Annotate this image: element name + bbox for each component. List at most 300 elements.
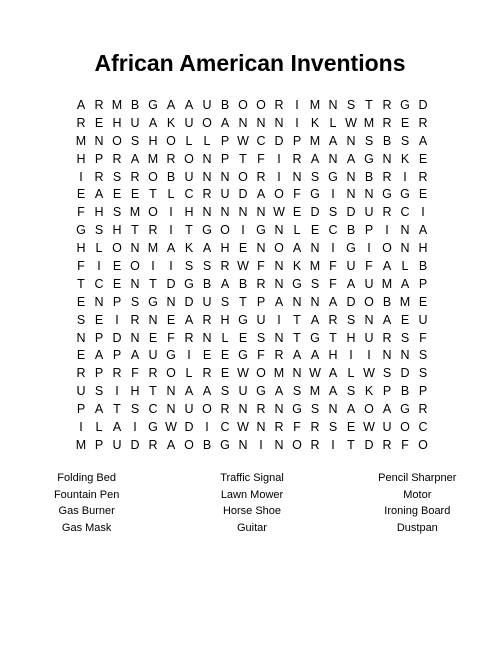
grid-letter: L	[347, 366, 355, 381]
grid-letter: O	[364, 402, 374, 417]
grid-letter: N	[238, 205, 248, 220]
grid-letter: G	[76, 223, 86, 238]
grid-letter: R	[418, 402, 428, 417]
grid-letter: O	[184, 151, 194, 166]
grid-letter: N	[130, 241, 140, 256]
grid-letter: E	[310, 223, 320, 238]
grid-letter: O	[202, 115, 212, 130]
grid-letter: R	[418, 115, 428, 130]
grid-letter: G	[202, 223, 212, 238]
grid-letter: O	[220, 223, 230, 238]
grid-letter: O	[382, 241, 392, 256]
grid-letter: U	[364, 205, 374, 220]
grid-row	[72, 97, 432, 115]
grid-letter: N	[76, 330, 86, 345]
grid-letter: U	[184, 169, 194, 184]
word-item: Motor	[403, 488, 432, 501]
grid-letter: L	[401, 259, 409, 274]
grid-letter: N	[166, 402, 176, 417]
grid-letter: N	[400, 223, 410, 238]
grid-letter: W	[363, 366, 375, 381]
grid-letter: N	[274, 223, 284, 238]
grid-letter: F	[77, 205, 85, 220]
grid-row	[72, 240, 432, 258]
grid-letter: C	[256, 133, 266, 148]
grid-row	[72, 186, 432, 204]
grid-letter: E	[238, 330, 248, 345]
grid-letter: P	[94, 151, 104, 166]
word-item: Folding Bed	[57, 472, 117, 484]
grid-letter: A	[184, 98, 194, 112]
grid-row	[72, 258, 432, 276]
grid-letter: R	[382, 98, 392, 112]
grid-letter: P	[112, 294, 122, 309]
grid-letter: P	[418, 384, 428, 399]
grid-row	[72, 437, 432, 455]
grid-letter: H	[346, 330, 356, 345]
grid-letter: P	[94, 330, 104, 345]
grid-letter: A	[328, 294, 338, 309]
grid-letter: A	[310, 348, 320, 363]
grid-letter: S	[94, 223, 104, 238]
grid-letter: M	[129, 205, 141, 220]
grid-letter: I	[79, 169, 83, 184]
grid-letter: A	[328, 133, 338, 148]
grid-letter: L	[95, 241, 103, 256]
grid-letter: N	[130, 276, 140, 291]
grid-letter: N	[310, 241, 320, 256]
grid-letter: N	[220, 169, 230, 184]
grid-letter: F	[167, 330, 175, 345]
grid-letter: E	[76, 187, 86, 202]
grid-letter: M	[381, 276, 393, 291]
grid-letter: M	[309, 98, 321, 112]
grid-letter: S	[364, 133, 374, 148]
grid-letter: A	[184, 312, 194, 327]
grid-letter: N	[256, 420, 266, 435]
grid-letter: O	[148, 205, 158, 220]
grid-letter: S	[382, 366, 392, 381]
grid-letter: I	[241, 223, 245, 238]
grid-letter: N	[364, 312, 374, 327]
grid-letter: R	[202, 312, 212, 327]
word-column	[169, 470, 334, 537]
grid-letter: M	[399, 294, 411, 309]
grid-letter: L	[167, 187, 175, 202]
grid-letter: U	[148, 348, 158, 363]
grid-letter: G	[148, 294, 158, 309]
grid-letter: G	[292, 402, 302, 417]
grid-letter: R	[130, 312, 140, 327]
grid-letter: S	[328, 205, 338, 220]
grid-letter: I	[331, 437, 335, 452]
grid-letter: R	[292, 151, 302, 166]
grid-letter: O	[400, 420, 410, 435]
grid-letter: U	[112, 437, 122, 452]
grid-letter: G	[328, 169, 338, 184]
grid-letter: A	[418, 223, 428, 238]
grid-letter: N	[94, 133, 104, 148]
grid-letter: A	[148, 115, 158, 130]
grid-letter: S	[130, 402, 140, 417]
grid-letter: I	[259, 437, 263, 452]
grid-letter: F	[293, 420, 301, 435]
grid-letter: U	[184, 402, 194, 417]
grid-letter: L	[95, 420, 103, 435]
grid-letter: I	[169, 259, 173, 274]
grid-letter: D	[400, 366, 410, 381]
grid-letter: R	[310, 420, 320, 435]
grid-letter: U	[184, 115, 194, 130]
grid-letter: H	[112, 115, 122, 130]
grid-letter: G	[238, 312, 248, 327]
grid-letter: U	[364, 330, 374, 345]
grid-letter: R	[274, 98, 284, 112]
grid-letter: I	[169, 223, 173, 238]
grid-letter: D	[364, 437, 374, 452]
grid-letter: E	[238, 241, 248, 256]
grid-letter: O	[274, 187, 284, 202]
grid-letter: A	[310, 151, 320, 166]
grid-letter: P	[94, 437, 104, 452]
grid-letter: S	[94, 384, 104, 399]
grid-letter: R	[184, 330, 194, 345]
grid-letter: G	[256, 384, 266, 399]
grid-letter: A	[382, 259, 392, 274]
grid-letter: N	[274, 330, 284, 345]
grid-letter: A	[94, 348, 104, 363]
grid-letter: M	[147, 151, 159, 166]
grid-letter: E	[76, 348, 86, 363]
grid-letter: E	[148, 330, 158, 345]
grid-letter: I	[295, 98, 299, 112]
grid-letter: F	[257, 348, 265, 363]
grid-letter: T	[239, 151, 247, 166]
grid-letter: C	[220, 420, 230, 435]
grid-letter: A	[166, 437, 176, 452]
grid-letter: D	[184, 420, 194, 435]
grid-letter: W	[237, 366, 249, 381]
grid-letter: C	[418, 420, 428, 435]
grid-letter: I	[349, 348, 353, 363]
grid-letter: R	[112, 366, 122, 381]
grid-letter: I	[385, 223, 389, 238]
grid-letter: U	[76, 384, 86, 399]
grid-letter: I	[403, 169, 407, 184]
grid-letter: R	[382, 115, 392, 130]
grid-letter: F	[257, 259, 265, 274]
word-item: Fountain Pen	[53, 488, 120, 501]
grid-letter: E	[220, 348, 230, 363]
grid-letter: A	[292, 348, 302, 363]
grid-letter: P	[364, 223, 374, 238]
grid-letter: B	[418, 259, 428, 274]
grid-letter: I	[133, 420, 137, 435]
grid-letter: K	[292, 259, 302, 274]
grid-letter: D	[184, 294, 194, 309]
grid-letter: A	[274, 294, 284, 309]
grid-letter: I	[331, 241, 335, 256]
grid-letter: D	[274, 133, 284, 148]
word-list	[0, 470, 500, 537]
grid-letter: C	[328, 223, 338, 238]
grid-letter: U	[130, 115, 140, 130]
grid-letter: S	[256, 330, 266, 345]
grid-letter: N	[346, 187, 356, 202]
grid-letter: T	[239, 294, 247, 309]
grid-letter: A	[130, 151, 140, 166]
grid-letter: O	[292, 437, 302, 452]
grid-letter: R	[418, 169, 428, 184]
grid-letter: N	[400, 348, 410, 363]
grid-letter: U	[418, 312, 428, 327]
grid-letter: O	[256, 98, 266, 112]
grid-letter: T	[113, 402, 121, 417]
grid-letter: W	[345, 115, 357, 130]
grid-letter: G	[400, 402, 410, 417]
grid-letter: A	[328, 384, 338, 399]
grid-letter: H	[94, 205, 104, 220]
grid-letter: P	[112, 348, 122, 363]
grid-letter: R	[112, 151, 122, 166]
grid-letter: D	[418, 98, 428, 112]
grid-letter: B	[130, 98, 140, 112]
grid-letter: N	[202, 330, 212, 345]
grid-letter: G	[148, 98, 158, 112]
grid-letter: G	[346, 241, 356, 256]
grid-letter: T	[365, 98, 373, 112]
grid-letter: S	[400, 133, 410, 148]
grid-letter: P	[256, 294, 266, 309]
grid-letter: S	[346, 312, 356, 327]
grid-letter: M	[75, 133, 87, 148]
grid-letter: A	[130, 348, 140, 363]
grid-letter: S	[112, 169, 122, 184]
grid-letter: N	[310, 294, 320, 309]
grid-letter: E	[94, 115, 104, 130]
grid-letter: T	[185, 223, 193, 238]
grid-letter: G	[382, 187, 392, 202]
grid-letter: R	[130, 169, 140, 184]
grid-letter: S	[184, 259, 194, 274]
grid-letter: N	[256, 115, 266, 130]
grid-letter: H	[418, 241, 428, 256]
grid-letter: D	[166, 276, 176, 291]
grid-letter: R	[148, 437, 158, 452]
grid-letter: R	[328, 312, 338, 327]
grid-letter: T	[131, 223, 139, 238]
grid-letter: R	[256, 402, 266, 417]
grid-letter: S	[292, 384, 302, 399]
grid-letter: C	[94, 276, 104, 291]
grid-letter: R	[76, 366, 86, 381]
grid-letter: S	[310, 169, 320, 184]
grid-letter: N	[238, 437, 248, 452]
grid-letter: E	[166, 312, 176, 327]
grid-letter: G	[292, 276, 302, 291]
grid-letter: A	[292, 241, 302, 256]
grid-row	[72, 204, 432, 222]
grid-letter: K	[364, 384, 374, 399]
grid-letter: S	[220, 384, 230, 399]
word-item: Lawn Mower	[220, 488, 284, 501]
grid-letter: A	[166, 98, 176, 112]
grid-letter: N	[166, 294, 176, 309]
grid-letter: P	[418, 276, 428, 291]
grid-letter: G	[166, 348, 176, 363]
grid-letter: O	[112, 133, 122, 148]
grid-letter: S	[328, 420, 338, 435]
grid-letter: U	[256, 312, 266, 327]
grid-letter: I	[187, 348, 191, 363]
grid-letter: E	[400, 115, 410, 130]
grid-letter: D	[112, 330, 122, 345]
grid-letter: P	[76, 402, 86, 417]
grid-row	[72, 276, 432, 294]
grid-letter: M	[309, 259, 321, 274]
grid-row	[72, 115, 432, 133]
grid-letter: N	[400, 241, 410, 256]
grid-letter: A	[220, 115, 230, 130]
grid-letter: E	[76, 294, 86, 309]
grid-letter: I	[97, 259, 101, 274]
grid-letter: S	[418, 366, 428, 381]
grid-letter: R	[382, 330, 392, 345]
grid-letter: I	[277, 169, 281, 184]
grid-letter: E	[292, 205, 302, 220]
grid-letter: W	[165, 420, 177, 435]
grid-letter: M	[309, 133, 321, 148]
grid-letter: I	[115, 384, 119, 399]
grid-letter: O	[148, 169, 158, 184]
grid-letter: H	[130, 384, 140, 399]
grid-letter: E	[418, 187, 428, 202]
grid-letter: A	[202, 241, 212, 256]
grid-letter: R	[256, 276, 266, 291]
grid-letter: R	[202, 187, 212, 202]
grid-letter: A	[346, 402, 356, 417]
grid-letter: P	[220, 133, 230, 148]
word-item: Horse Shoe	[222, 505, 282, 518]
grid-row	[72, 365, 432, 383]
grid-letter: N	[238, 115, 248, 130]
grid-letter: N	[346, 169, 356, 184]
grid-letter: I	[79, 420, 83, 435]
grid-letter: I	[277, 312, 281, 327]
grid-letter: F	[77, 259, 85, 274]
grid-row	[72, 169, 432, 187]
grid-letter: R	[382, 437, 392, 452]
grid-letter: H	[76, 151, 86, 166]
grid-letter: K	[184, 241, 194, 256]
grid-letter: K	[166, 115, 176, 130]
grid-letter: W	[273, 205, 285, 220]
letter-grid	[72, 97, 432, 455]
grid-letter: L	[203, 133, 211, 148]
grid-letter: T	[329, 330, 337, 345]
grid-letter: U	[202, 294, 212, 309]
grid-letter: G	[238, 348, 248, 363]
grid-letter: H	[328, 348, 338, 363]
grid-letter: I	[421, 205, 425, 220]
grid-letter: F	[257, 151, 265, 166]
grid-letter: A	[310, 312, 320, 327]
grid-letter: R	[202, 366, 212, 381]
grid-letter: I	[205, 420, 209, 435]
grid-letter: N	[382, 348, 392, 363]
grid-letter: N	[238, 402, 248, 417]
grid-letter: L	[185, 133, 193, 148]
grid-letter: N	[364, 187, 374, 202]
grid-letter: D	[238, 187, 248, 202]
grid-letter: O	[238, 98, 248, 112]
grid-letter: N	[274, 402, 284, 417]
grid-letter: N	[256, 205, 266, 220]
grid-row	[72, 347, 432, 365]
grid-letter: F	[329, 259, 337, 274]
grid-letter: S	[202, 259, 212, 274]
grid-letter: A	[328, 366, 338, 381]
grid-letter: M	[147, 241, 159, 256]
grid-letter: F	[329, 276, 337, 291]
grid-letter: N	[292, 366, 302, 381]
grid-letter: C	[184, 187, 194, 202]
grid-letter: B	[238, 276, 248, 291]
grid-letter: G	[184, 276, 194, 291]
grid-letter: R	[310, 437, 320, 452]
grid-letter: N	[274, 259, 284, 274]
grid-letter: T	[293, 312, 301, 327]
grid-letter: R	[94, 169, 104, 184]
grid-letter: N	[328, 151, 338, 166]
word-item: Ironing Board	[384, 505, 451, 518]
grid-letter: G	[310, 330, 320, 345]
grid-letter: L	[185, 366, 193, 381]
grid-letter: M	[111, 98, 123, 112]
grid-letter: S	[220, 294, 230, 309]
grid-letter: L	[221, 330, 229, 345]
grid-letter: O	[274, 241, 284, 256]
grid-row	[72, 294, 432, 312]
grid-letter: K	[400, 151, 410, 166]
grid-letter: S	[130, 294, 140, 309]
grid-letter: I	[331, 187, 335, 202]
grid-letter: S	[76, 312, 86, 327]
grid-letter: O	[256, 366, 266, 381]
grid-letter: N	[382, 151, 392, 166]
grid-letter: B	[346, 223, 356, 238]
grid-letter: B	[202, 437, 212, 452]
grid-letter: A	[346, 151, 356, 166]
grid-letter: I	[277, 151, 281, 166]
grid-letter: T	[77, 276, 85, 291]
grid-letter: G	[400, 98, 410, 112]
grid-letter: R	[166, 151, 176, 166]
grid-letter: E	[346, 420, 356, 435]
word-item: Pencil Sharpner	[378, 472, 457, 484]
grid-letter: O	[112, 241, 122, 256]
grid-letter: L	[329, 115, 337, 130]
grid-letter: R	[94, 98, 104, 112]
grid-letter: N	[220, 205, 230, 220]
grid-letter: R	[220, 259, 230, 274]
grid-letter: S	[112, 205, 122, 220]
grid-letter: P	[382, 384, 392, 399]
grid-letter: O	[202, 402, 212, 417]
grid-letter: A	[184, 384, 194, 399]
grid-letter: P	[94, 366, 104, 381]
grid-letter: U	[220, 187, 230, 202]
